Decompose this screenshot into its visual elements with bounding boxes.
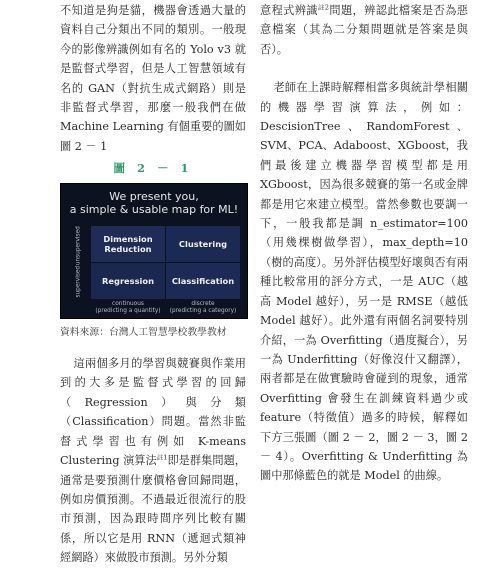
left-paragraph-2	[60, 354, 246, 567]
left-column	[60, 0, 246, 568]
figure-caption: 圖 2 － 1	[113, 161, 193, 176]
right-column	[260, 0, 468, 486]
continuous-sub: (predicting a quantity)	[95, 307, 161, 314]
discrete-label	[166, 301, 240, 315]
left-paragraph-2-tail: 即是群集問題，通常是要預測什麼價格會回歸問題，例如房價預測。不過最近很流行的股市預測，因為跟時間序列比較有關係，所以它是用 RNN（遞迴式類神經網路）來做股市預測。另外分類	[60, 454, 246, 565]
right-paragraph-1	[260, 1, 468, 59]
left-paragraph-1: 不知道是狗是貓，機器會透過大量的資料自己分類出不同的類別。一般現今的影像辨識例如有名的 Yolo v3 就是監督式學習，但是人工智慧領域有名的 GAN（對抗生成式網路）則是非監督式學習，那麼一般我們在做 Machine Learning 有個重要的圖如圖 2 － 1	[60, 4, 246, 153]
right-paragraph-1-tail: 問題，辨認此檔案是否為惡意檔案（其為二分類問題就是答案是與否）。	[260, 4, 468, 56]
continuous-label	[91, 301, 165, 315]
ml-map-figure	[60, 183, 248, 319]
figure-headline-1: We present you,	[109, 189, 199, 203]
cell-regression: Regression	[91, 263, 165, 299]
cell-classification: Classification	[166, 263, 240, 299]
figure-source: 資料來源：台灣人工智慧學校教學教材	[60, 326, 227, 338]
discrete-main: discrete	[191, 300, 215, 307]
ml-quadrant-grid	[91, 226, 241, 299]
supervised-label: supervised	[75, 265, 82, 298]
figure-headline-2: a simple & usable map for ML!	[69, 202, 239, 216]
footnote-ref-2: 註2	[317, 3, 329, 12]
cell-dimension-reduction: Dimension Reduction	[91, 226, 165, 262]
discrete-sub: (predicting a category)	[169, 307, 237, 314]
right-paragraph-1-text: 意程式辨識	[260, 4, 318, 17]
continuous-main: continuous	[112, 300, 144, 307]
unsupervised-label: unsupervised	[75, 225, 82, 265]
right-paragraph-2: 老師在上課時解釋相當多與統計學相關的機器學習演算法，例如：DescisionTree、RandomForest、SVM、PCA、Adaboost、XGboost，我們最後建立機器學習模型都是用 XGboost，因為很多競賽的第一名或金牌都是用它來建立模型。當然參數也要調一下，一般我都是調 n_estimator=100（用幾棵樹做學習），max_depth=10（樹的高度）。另外評估模型好壞與否有兩種比較常用的評分方式，一是 AUC（越高 Model 越好），另一是 RMSE（越低 Model 越好）。此外還有兩個名詞要特別介紹，一為 Overfitting（過度擬合），另一為 Underfitting（好像沒什又翻譯），兩者都是在做實驗時會碰到的現象，通常 Overfitting 會發生在訓練資料過少或 feature（特徵值）過多的時候，解釋如下方三張圖（圖 2 － 2，圖 2 － 3，圖 2 － 4）。Overfitting & Underfitting 為圖中那條藍色的就是 Model 的曲線。	[260, 81, 468, 483]
cell-clustering: Clustering	[166, 226, 240, 262]
footnote-ref-1: 註1	[156, 453, 168, 462]
left-paragraph-2-text: 這兩個多月的學習與競賽與作業用到的大多是監督式學習的回歸（Regression）與分類（Classification）問題。當然非監督式學習也有例如 K-means Clustering 演算法	[60, 357, 246, 468]
